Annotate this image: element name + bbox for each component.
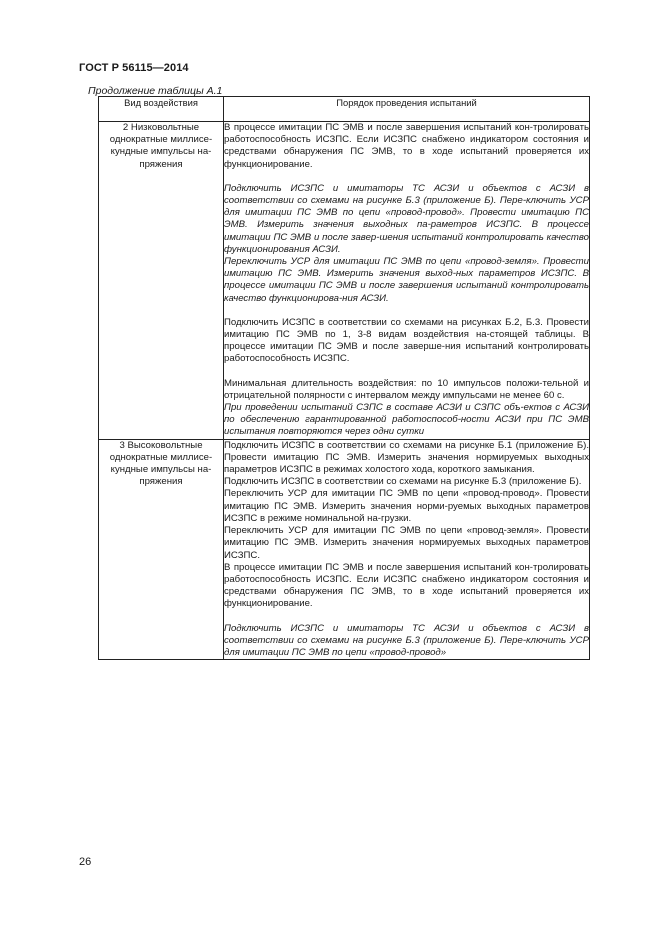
procedure-cell [224,122,590,440]
procedure-paragraph: Подключить ИСЗПС и имитаторы ТС АСЗИ и объектов с АСЗИ в соответствии со схемами на рисунке Б.3 (приложение Б). Пере-ключить УСР для имитации ПС ЭМВ по цепи «провод-провод» [224,622,589,658]
column-header-impact: Вид воздействия [99,97,224,122]
procedure-paragraph: Переключить УСР для имитации ПС ЭМВ по цепи «провод-провод». Провести имитацию ПС ЭМВ. Измерить значения норми-руемых выходных параметров ИСЗПС в режиме номинальной на-грузки. [224,488,589,524]
impact-cell: 2 Низковольтные однократные миллисе-кундные импульсы на-пряжения [99,122,224,440]
test-procedure-table [98,96,590,660]
standard-number: ГОСТ Р 56115—2014 [79,62,189,74]
column-header-procedure: Порядок проведения испытаний [224,97,590,122]
table-row [99,439,590,659]
procedure-paragraph: В процессе имитации ПС ЭМВ и после завершения испытаний кон-тролировать работоспособность ИСЗПС. Если ИСЗПС снабжено индикатором состояния и средствами обнаружения ПС ЭМВ, то в ходе испытаний проверяется их функционирование. [224,122,589,170]
procedure-paragraph: Переключить УСР для имитации ПС ЭМВ по цепи «провод-земля». Провести имитацию ПС ЭМВ. Измерить значения выход-ных параметров ИСЗПС. В процессе имитации ПС ЭМВ и после завершения испытаний контролировать качество функционирова-ния АСЗИ. [224,256,589,304]
procedure-paragraph: Подключить ИСЗПС в соответствии со схемами на рисунке Б.3 (приложение Б). [224,476,582,488]
procedure-paragraph: Переключить УСР для имитации ПС ЭМВ по цепи «провод-земля». Провести имитацию ПС ЭМВ. Измерить значения нормируемых выходных параметров ИСЗПС. [224,525,589,561]
impact-cell: 3 Высоковольтные однократные миллисе-кундные импульсы на-пряжения [99,439,224,659]
procedure-paragraph: Подключить ИСЗПС в соответствии со схемами на рисунках Б.2, Б.3. Провести имитацию ПС ЭМВ по 1, 3-8 видам воздействия на-стоящей таблицы. В процессе имитации ПС ЭМВ и после заверше-ния испытаний контролировать работоспособность ИСЗПС. [224,316,589,365]
page-number: 26 [79,856,92,868]
procedure-paragraph: Подключить ИСЗПС в соответствии со схемами на рисунке Б.1 (приложение Б). Провести имитацию ПС ЭМВ. Измерить значения нормируемых выходных параметров ИСЗПС в режимах холостого хода, короткого замыкания. [224,439,589,476]
table-continuation-caption: Продолжение таблицы А.1 [88,85,223,97]
table-row [99,122,590,440]
procedure-paragraph: В процессе имитации ПС ЭМВ и после завершения испытаний кон-тролировать работоспособность ИСЗПС. Если ИСЗПС снабжено индикатором состояния и средствами обнаружения ПС ЭМВ, то в ходе испытаний проверяется их функционирование. [224,561,589,610]
procedure-paragraph: Подключить ИСЗПС и имитаторы ТС АСЗИ и объектов с АСЗИ в соответствии со схемами на рисунке Б.3 (приложение Б). Пере-ключить УСР для имитации ПС ЭМВ по цепи «провод-провод». Провести имитацию ПС ЭМВ. Измерить значения выходных па-раметров ИСЗПС. В процессе имитации ПС ЭМВ и после завер-шения испытаний контролировать качество функционирования АСЗИ. [224,182,589,255]
procedure-cell [224,439,590,659]
procedure-paragraph: При проведении испытаний СЗПС в составе АСЗИ и СЗПС объ-ектов с АСЗИ по обеспечению гарантированной работоспособ-ности АСЗИ при ПС ЭМВ испытания повторяются через одни сутки [224,402,589,438]
procedure-paragraph: Минимальная длительность воздействия: по 10 импульсов положи-тельной и отрицательной полярности с интервалом между импульсами не менее 60 с. [224,377,589,401]
table-header-row [99,97,590,122]
